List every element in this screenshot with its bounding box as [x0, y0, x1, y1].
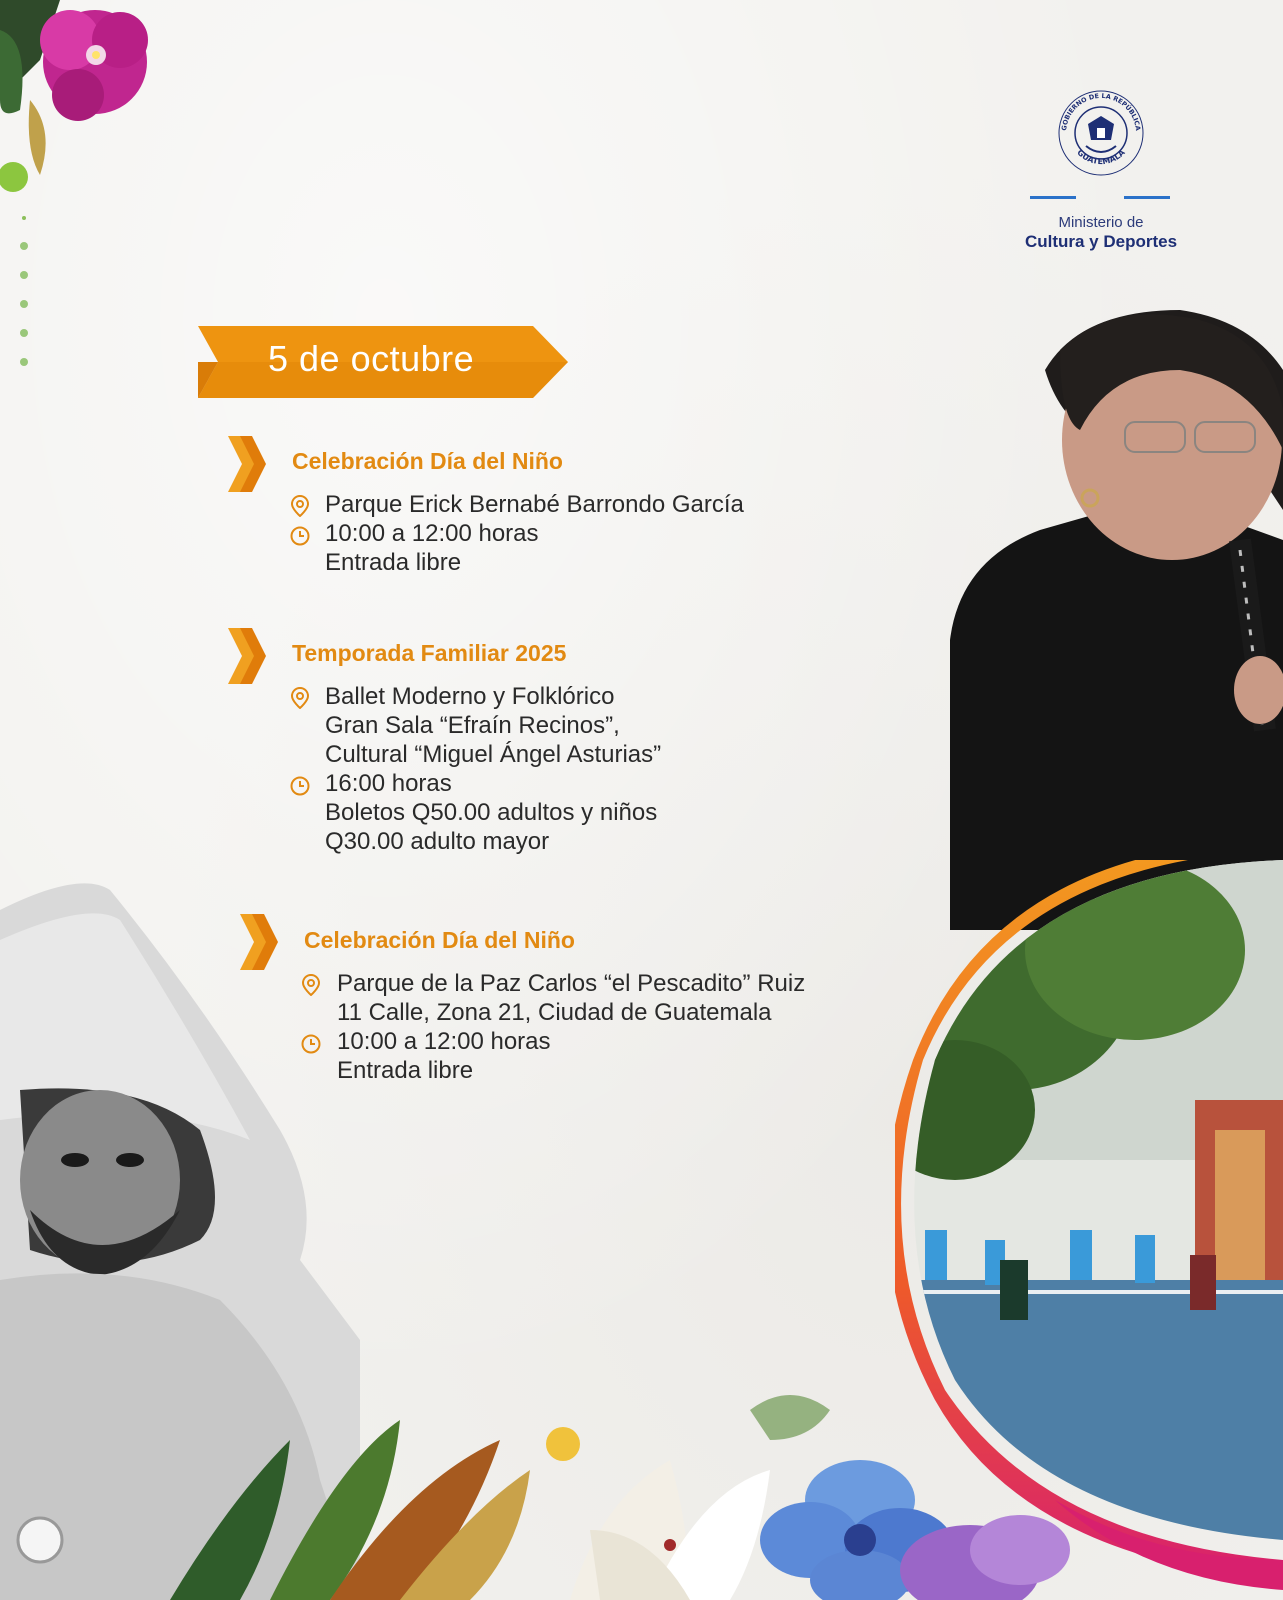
event-price-line: Boletos Q50.00 adultos y niños [325, 799, 658, 826]
event-location-line: Ballet Moderno y Folklórico [325, 683, 615, 710]
flower-decoration-bottom [170, 1380, 1130, 1600]
ministry-name-line1: Ministerio de [1058, 214, 1144, 231]
date-label: 5 de octubre [268, 338, 475, 379]
flower-decoration-top [0, 0, 170, 200]
double-chevron-icon [226, 434, 268, 494]
guatemala-seal-icon [1056, 88, 1146, 178]
event-location-line: Parque de la Paz Carlos “el Pescadito” Ruiz [337, 970, 806, 997]
seal-text-top: GOBIERNO DE LA REPÚBLICA [1060, 91, 1142, 132]
event-time-line: 10:00 a 12:00 horas [337, 1028, 551, 1055]
date-banner [198, 326, 568, 398]
event-title: Temporada Familiar 2025 [292, 640, 567, 666]
event-location-line: Cultural “Miguel Ángel Asturias” [325, 741, 662, 768]
event-location-line: 11 Calle, Zona 21, Ciudad de Guatemala [337, 999, 772, 1026]
event-price-line: Q30.00 adulto mayor [325, 828, 550, 855]
event-info-line: Entrada libre [337, 1057, 474, 1084]
svg-text:GUATEMALA [1075, 147, 1127, 166]
event-time-line: 16:00 horas [325, 770, 452, 797]
location-pin-icon [289, 687, 311, 709]
event-location-line: Gran Sala “Efraín Recinos”, [325, 712, 620, 739]
dot-column-decoration [18, 210, 32, 370]
double-chevron-icon [226, 626, 268, 686]
clock-icon [289, 525, 311, 547]
clarinet-player-photo [950, 310, 1283, 930]
clock-icon [289, 775, 311, 797]
seal-text-bottom: GUATEMALA [1075, 147, 1127, 167]
logo-divider-left [1030, 196, 1076, 199]
ministry-logo [1006, 88, 1196, 258]
event-title: Celebración Día del Niño [304, 927, 575, 953]
location-pin-icon [289, 495, 311, 517]
logo-divider-right [1124, 196, 1170, 199]
event-info-line: Entrada libre [325, 549, 462, 576]
event-location-line: Parque Erick Bernabé Barrondo García [325, 491, 744, 518]
event-time-line: 10:00 a 12:00 horas [325, 520, 539, 547]
event-title: Celebración Día del Niño [292, 448, 563, 474]
yellow-dot-decoration [546, 1427, 580, 1461]
ministry-name-line2: Cultura y Deportes [1024, 232, 1178, 251]
